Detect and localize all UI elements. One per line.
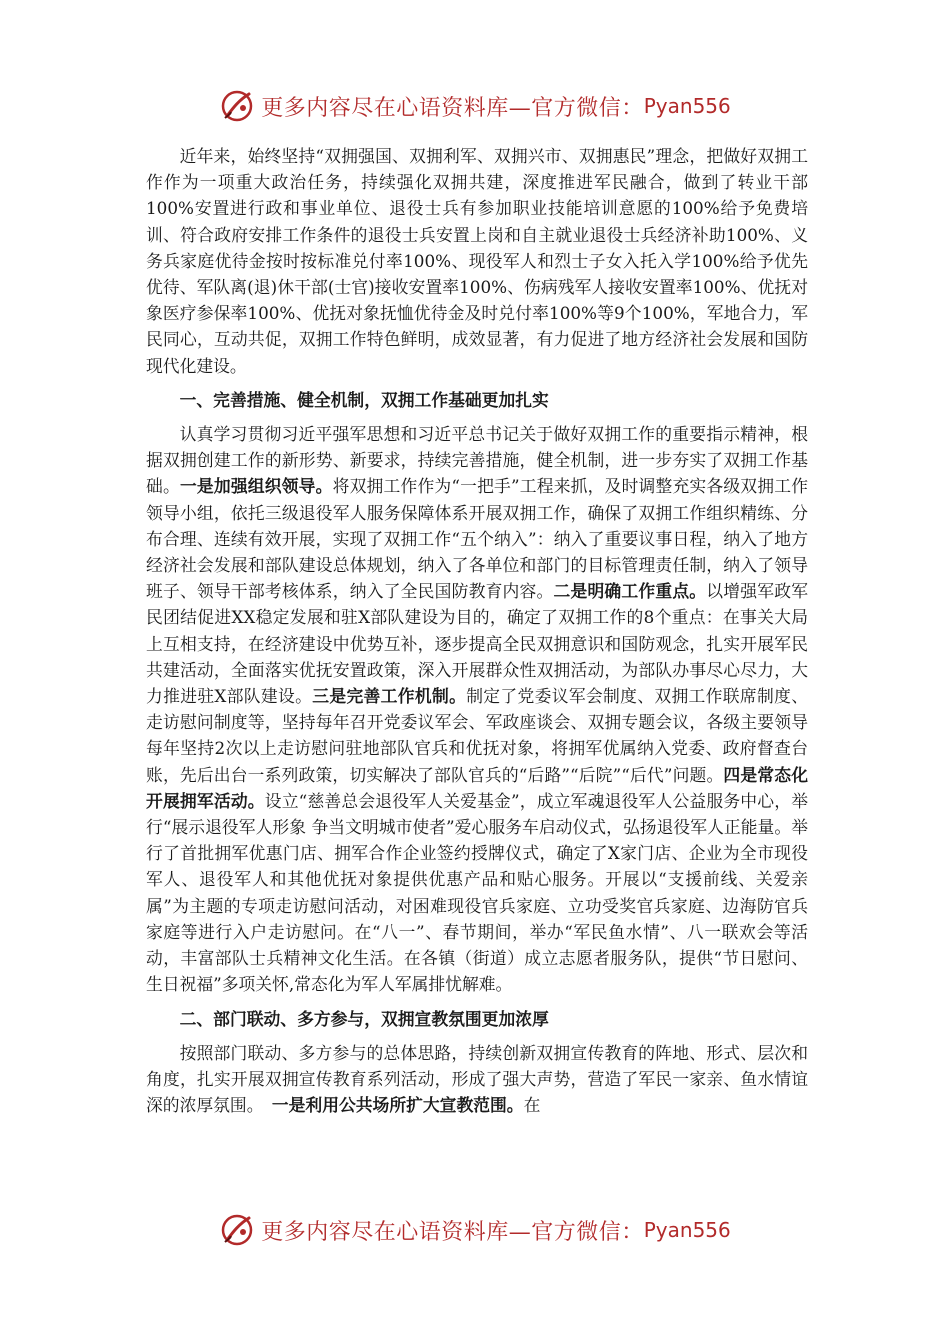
banner-text: 更多内容尽在心语资料库—官方微信： xyxy=(261,1219,644,1245)
banner-text: 更多内容尽在心语资料库—官方微信： xyxy=(261,95,644,121)
footer-banner xyxy=(0,1208,950,1252)
intro-paragraph: 近年来，始终坚持“双拥强国、双拥利军、双拥兴市、双拥惠民”理念，把做好双拥工作作为一项重大政治任务，持续强化双拥共建，深度推进军民融合，做到了转业干部100%安置进行政和事业单位、退役士兵有参加职业技能培训意愿的100%给予免费培训、符合政府安排工作条件的退役士兵安置上岗和自主就业退役士兵经济补助100%、义务兵家庭优待金按时按标准兑付率100%、现役军人和烈士子女入托入学100%给予优先优待、军队离(退)休干部(士官)接收安置率100%、伤病残军人接收安置率100%、优抚对象医疗参保率100%、优抚对象抚恤优待金及时兑付率100%等9个100%，军地合力，军民同心，互动共促，双拥工作特色鲜明，成效显著，有力促进了地方经济社会发展和国防现代化建设。 xyxy=(146,146,808,376)
s1-point-4-text: 设立“慈善总会退役军人关爱基金”，成立军魂退役军人公益服务中心，举行“展示退役军人形象 争当文明城市使者”爱心服务车启动仪式，弘扬退役军人正能量。举行了首批拥军优惠门店、拥军合作企业签约授牌仪式，确定了X家门店、企业为全市现役军人、退役军人和其他优抚对象提供优惠产品和贴心服务。开展以“支援前线、关爱亲属”为主题的专项走访慰问活动，对困难现役官兵家庭、立功受奖官兵家庭、边海防官兵家庭等进行入户走访慰问。在“八一”、春节期间，举办“军民鱼水情”、八一联欢会等活动，丰富部队士兵精神文化生活。在各镇（街道）成立志愿者服务队，提供“节日慰问、生日祝福”多项关怀,常态化为军人军属排忧解难。 xyxy=(146,790,808,995)
brush-logo-icon xyxy=(219,88,255,124)
s1-point-1-title: 一是加强组织领导。 xyxy=(179,476,333,497)
brush-logo-icon xyxy=(219,1212,255,1248)
s2-point-1-title: 一是利用公共场所扩大宣教范围。 xyxy=(271,1095,524,1116)
s2-intro: 按照部门联动、多方参与的总体思路，持续创新双拥宣传教育的阵地、形式、层次和角度，扎实开展双拥宣传教育系列活动，形成了强大声势，营造了军民一家亲、鱼水情谊深的浓厚氛围。 xyxy=(146,1042,808,1116)
section-2-paragraph xyxy=(146,1040,808,1119)
section-1-heading: 一、完善措施、健全机制，双拥工作基础更加扎实 xyxy=(179,389,549,410)
s1-point-3-title: 三是完善工作机制。 xyxy=(312,686,467,707)
s1-intro: 认真学习贯彻习近平强军思想和习近平总书记关于做好双拥工作的重要指示精神，根据双拥创建工作的新形势、新要求，持续完善措施，健全机制，进一步夯实了双拥工作基础。 xyxy=(146,424,808,497)
document-body xyxy=(146,143,808,1118)
section-1-paragraph xyxy=(146,421,808,997)
s2-point-1-text: 在 xyxy=(523,1095,541,1116)
s1-point-2-title: 二是明确工作重点。 xyxy=(553,581,707,602)
s1-point-2-text: 以增强军政军民团结促进XX稳定发展和驻X部队建设为目的，确定了双拥工作的8个重点：在事关大局上互相支持，在经济建设中优势互补，逐步提高全民双拥意识和国防观念，扎实开展军民共建活动，全面落实优抚安置政策，深入开展群众性双拥活动，为部队办事尽心尽力，大力推进驻X部队建设。 xyxy=(146,581,808,707)
s1-point-3-text: 制定了党委议军会制度、双拥工作联席制度、走访慰问制度等，坚持每年召开党委议军会、军政座谈会、双拥专题会议，各级主要领导每年坚持2次以上走访慰问驻地部队官兵和优抚对象，将拥军优属纳入党委、政府督查台账，先后出台一系列政策，切实解决了部队官兵的“后路”“后院”“后代”问题。 xyxy=(146,686,808,785)
section-2-heading: 二、部门联动、多方参与，双拥宣教氛围更加浓厚 xyxy=(179,1008,549,1029)
banner-contact: Pyan556 xyxy=(643,1218,731,1242)
s1-point-4-title: 四是常态化开展拥军活动。 xyxy=(146,764,808,811)
header-banner xyxy=(0,84,950,128)
banner-contact: Pyan556 xyxy=(643,94,731,118)
s1-point-1-text: 将双拥工作作为“一把手”工程来抓，及时调整充实各级双拥工作领导小组，依托三级退役军人服务保障体系开展双拥工作，确保了双拥工作组织精练、分布合理、连续有效开展，实现了双拥工作“五个纳入”：纳入了重要议事日程，纳入了地方经济社会发展和部队建设总体规划，纳入了各单位和部门的目标管理责任制，纳入了领导班子、领导干部考核体系，纳入了全民国防教育内容。 xyxy=(146,476,808,602)
